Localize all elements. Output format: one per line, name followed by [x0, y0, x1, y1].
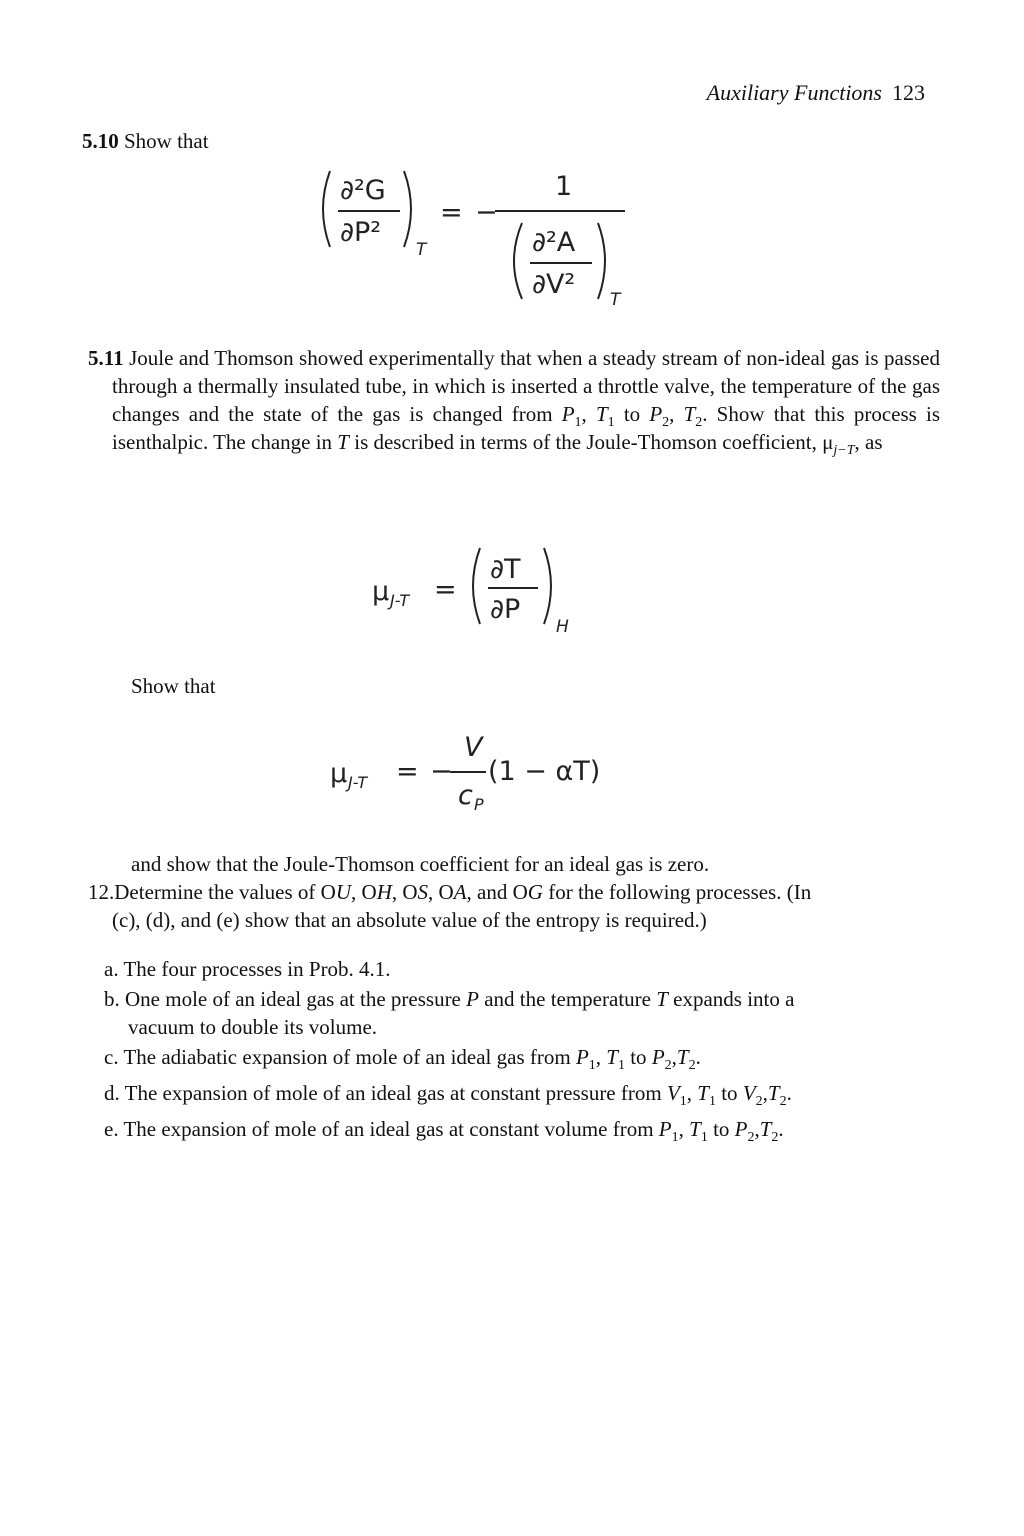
text-line: Joule and Thomson showed experimentally that when a steady stream of non-ideal — [129, 346, 826, 370]
item-d-text: d. The expansion of mole of an ideal gas at constant pressure from — [104, 1081, 662, 1105]
mu-symbol: μ — [372, 576, 390, 607]
sub-1: 1 — [574, 415, 582, 430]
var-p1: P — [561, 402, 575, 426]
equals-sign: = — [440, 197, 463, 228]
running-header — [707, 80, 925, 106]
equation-joule-thomson-definition — [368, 542, 588, 637]
denominator-c: c — [458, 780, 473, 811]
equals-sign: = — [396, 756, 419, 787]
var-t2: T — [683, 402, 696, 426]
equation-joule-thomson-result — [326, 728, 626, 818]
var-u: U — [335, 880, 352, 904]
lhs-denominator: ∂P² — [340, 217, 382, 248]
var-s: S — [417, 880, 429, 904]
item-b-text: vacuum to double its volume. — [128, 1015, 378, 1039]
problem-number: 5.11 — [88, 346, 124, 370]
item-b-text: expands into a — [673, 987, 795, 1011]
subscript-h: H — [556, 617, 569, 637]
problem-5-10-prompt — [82, 127, 209, 155]
item-b-text: and the temperature — [484, 987, 651, 1011]
item-a-text: a. The four processes in Prob. 4.1. — [104, 957, 391, 981]
factor: (1 − αT) — [488, 756, 601, 787]
item-b-text: b. One mole of an ideal gas at the pressure — [104, 987, 461, 1011]
var-p2: P — [649, 402, 663, 426]
text-line: the temperature of the gas changes and the state of the gas is changed from — [112, 374, 940, 426]
var-t1: T — [595, 402, 608, 426]
numerator-v: V — [464, 732, 483, 763]
list-item — [104, 985, 924, 1013]
problem-12-items — [104, 955, 924, 1145]
problem-number: 5.10 — [82, 129, 119, 153]
item-c-text: c. The adiabatic expansion of mole of an ideal gas from — [104, 1045, 571, 1069]
word-to: to — [623, 402, 641, 426]
var-h: H — [376, 880, 392, 904]
inner-subscript: T — [610, 290, 621, 310]
text-as: , as — [854, 430, 883, 454]
text-line: (c), (d), and (e) show that an absolute value of the entropy is required.) — [112, 908, 707, 932]
equals-sign: = — [434, 574, 457, 605]
denominator-sub: P — [474, 795, 484, 814]
problem-5-11-text: 5.11 Joule and Thomson showed experimentally that when a steady stream of non-ideal gas is passed through a thermally insulated tube, in which is inserted a throttle valve, the temperature of the gas changes and the state of the gas is changed from $P_1$, $T_1$ to $P_2$, $T_2$. Show that this process is isenthalpic. The change in T is described in terms of the Joule-Thomson coefficient, $\mu_{j-T}$, as — [88, 346, 941, 458]
list-item-continuation — [104, 1013, 924, 1041]
var-a: A — [453, 880, 467, 904]
running-title: Auxiliary Functions — [706, 80, 882, 105]
inner-numerator: ∂²A — [532, 227, 576, 258]
rhs-numerator: 1 — [555, 171, 573, 202]
text-line: . Show that this process is isenthalpic. The change in — [112, 402, 941, 454]
list-item: e. The expansion of mole of an ideal gas at constant volume from $P_1$, $T_1$ to $P_2,T_2$. — [104, 1117, 784, 1145]
mu-subscript: J-T — [390, 591, 410, 610]
list-item: d. The expansion of mole of an ideal gas at constant pressure from $V_1$, $T_1$ to $V_2,T_2$. — [104, 1081, 792, 1109]
lhs-subscript: T — [416, 240, 427, 260]
numerator: ∂T — [490, 554, 521, 585]
problem-5-11 — [88, 344, 940, 456]
equation-5-10 — [310, 165, 640, 310]
inner-denominator: ∂V² — [532, 269, 576, 300]
mu-subscript: J-T — [348, 773, 368, 792]
list-item — [104, 955, 924, 983]
var-p: P — [466, 987, 479, 1011]
sub-1: 1 — [607, 415, 615, 430]
lhs-numerator: ∂²G — [340, 175, 386, 206]
text-line: gas is passed through a thermally insulated tube, in which is inserted a throttle valve, — [112, 346, 940, 398]
item-e-text: e. The expansion of mole of an ideal gas at constant volume from — [104, 1117, 654, 1141]
sub-2: 2 — [662, 415, 670, 430]
conclusion-text: and show that the Joule-Thomson coefficient for an ideal gas is zero. — [131, 852, 710, 876]
var-t: T — [337, 430, 349, 454]
text-line: the Joule-Thomson coefficient, μ — [555, 430, 834, 454]
var-t: T — [656, 987, 668, 1011]
problem-text: Show that — [124, 129, 209, 153]
minus-sign: − — [430, 756, 453, 787]
page-number: 123 — [892, 80, 925, 105]
text-line: is described in terms of — [354, 430, 551, 454]
problem-12: 12.Determine the values of OU, OH, OS, OA, and OG for the following processes. (In (c), (d), and (e) show that an absolute value of the entropy is required.) — [88, 880, 812, 932]
minus-sign: − — [475, 197, 498, 228]
mu-subscript: j−T — [833, 443, 855, 458]
denominator: ∂P — [490, 594, 521, 625]
text-line: for the following processes. (In — [548, 880, 812, 904]
sub-2: 2 — [695, 415, 703, 430]
list-item: c. The adiabatic expansion of mole of an ideal gas from $P_1$, $T_1$ to $P_2,T_2$. — [104, 1045, 701, 1073]
var-g: G — [527, 880, 543, 904]
show-that-2: Show that — [131, 674, 216, 698]
mu-symbol: μ — [330, 758, 348, 789]
text-line: 12.Determine the values of O — [88, 880, 336, 904]
